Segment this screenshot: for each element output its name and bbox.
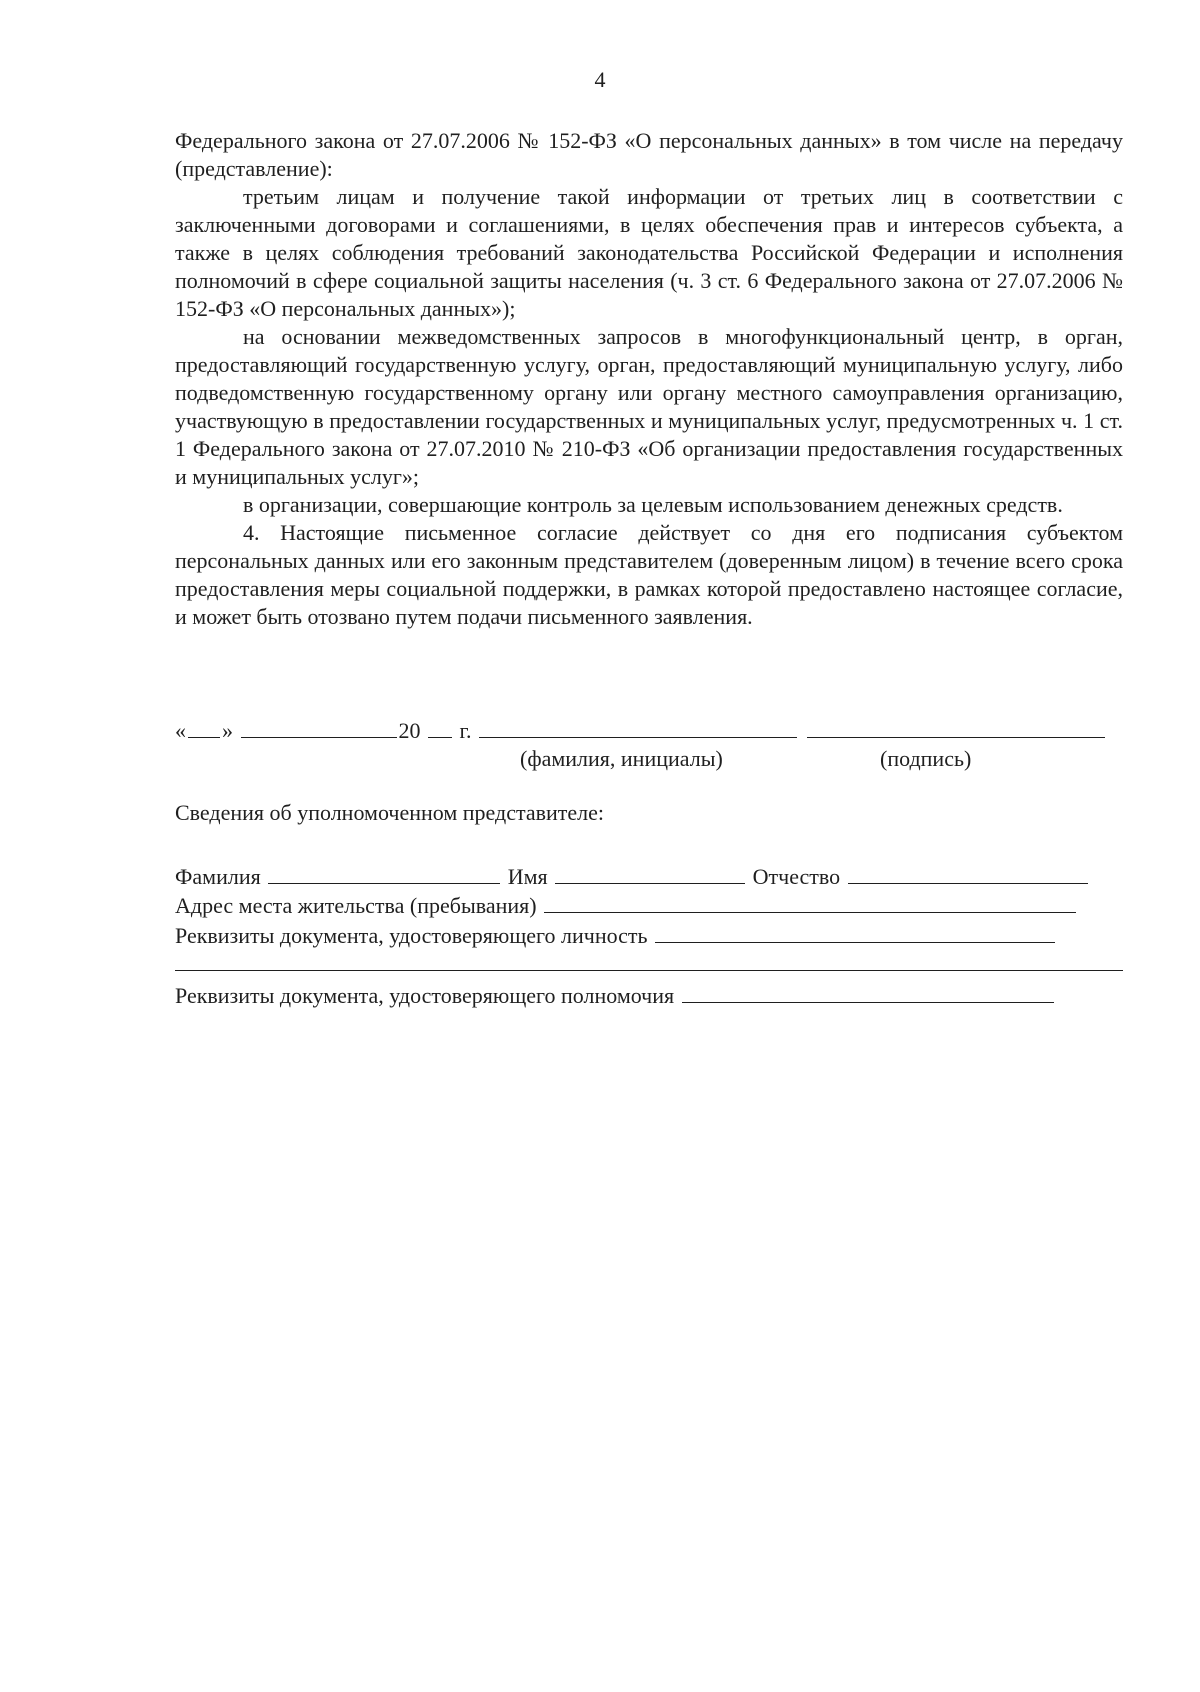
id-document-continuation-line[interactable]	[175, 970, 1123, 971]
patronymic-label: Отчество	[752, 864, 841, 889]
paragraph-third-parties: третьим лицам и получение такой информации от третьих лиц в соответствии с заключенными договорами и соглашениями, в целях обеспечения прав и интересов субъекта, а также в целях соблюдения требований законодательства Российской Федерации и исполнения полномочий в сфере социальной защиты населения (ч. 3 ст. 6 Федерального закона от 27.07.2006 № 152-ФЗ «О персональных данных»);	[175, 184, 1123, 321]
year-prefix: 20	[398, 718, 421, 743]
name-label: Имя	[507, 864, 548, 889]
id-document-field[interactable]	[655, 920, 1055, 943]
authority-document-label: Реквизиты документа, удостоверяющего полномочия	[175, 983, 675, 1008]
caption-signature: (подпись)	[880, 746, 972, 771]
first-name-field[interactable]	[555, 861, 745, 884]
year-suffix: г.	[459, 718, 472, 743]
page-number: 4	[594, 67, 606, 92]
surname-label: Фамилия	[175, 864, 261, 889]
paragraph-federal-law: Федерального закона от 27.07.2006 № 152-ФЗ «О персональных данных» в том числе на передачу (представление):	[175, 128, 1123, 181]
patronymic-field[interactable]	[848, 861, 1088, 884]
month-field[interactable]	[241, 715, 397, 738]
authority-document-row	[175, 980, 1056, 1010]
year-field[interactable]	[428, 715, 452, 738]
address-row	[175, 890, 1078, 920]
surname-field[interactable]	[268, 861, 500, 884]
caption-name-initials: (фамилия, инициалы)	[520, 746, 723, 771]
signature-line	[175, 715, 1123, 745]
representative-heading: Сведения об уполномоченном представителе:	[175, 800, 605, 825]
address-field[interactable]	[544, 890, 1076, 913]
day-field[interactable]	[188, 715, 220, 738]
authority-document-field[interactable]	[682, 980, 1054, 1003]
consent-text	[175, 127, 1123, 631]
signature-field[interactable]	[807, 715, 1105, 738]
paragraph-interagency-requests: на основании межведомственных запросов в многофункциональный центр, в орган, предоставляющий государственную услугу, орган, предоставляющий муниципальную услугу, либо подведомственную государственному органу или органу местного самоуправления организацию, участвующую в предоставлении государственных и муниципальных услуг, предусмотренных ч. 1 ст. 1 Федерального закона от 27.07.2010 № 210-ФЗ «Об организации предоставления государственных и муниципальных услуг»;	[175, 324, 1123, 489]
name-initials-field[interactable]	[479, 715, 797, 738]
date-close-quote: »	[222, 718, 233, 743]
paragraph-control-organizations: в организации, совершающие контроль за целевым использованием денежных средств.	[243, 492, 1063, 517]
id-document-label: Реквизиты документа, удостоверяющего личность	[175, 923, 648, 948]
date-open-quote: «	[175, 718, 186, 743]
representative-name-row	[175, 861, 1090, 891]
paragraph-validity-term: 4. Настоящие письменное согласие действует со дня его подписания субъектом персональных данных или его законным представителем (доверенным лицом) в течение всего срока предоставления меры социальной поддержки, в рамках которой предоставлено настоящее согласие, и может быть отозвано путем подачи письменного заявления.	[175, 520, 1123, 629]
address-label: Адрес места жительства (пребывания)	[175, 893, 537, 918]
id-document-row	[175, 920, 1057, 950]
